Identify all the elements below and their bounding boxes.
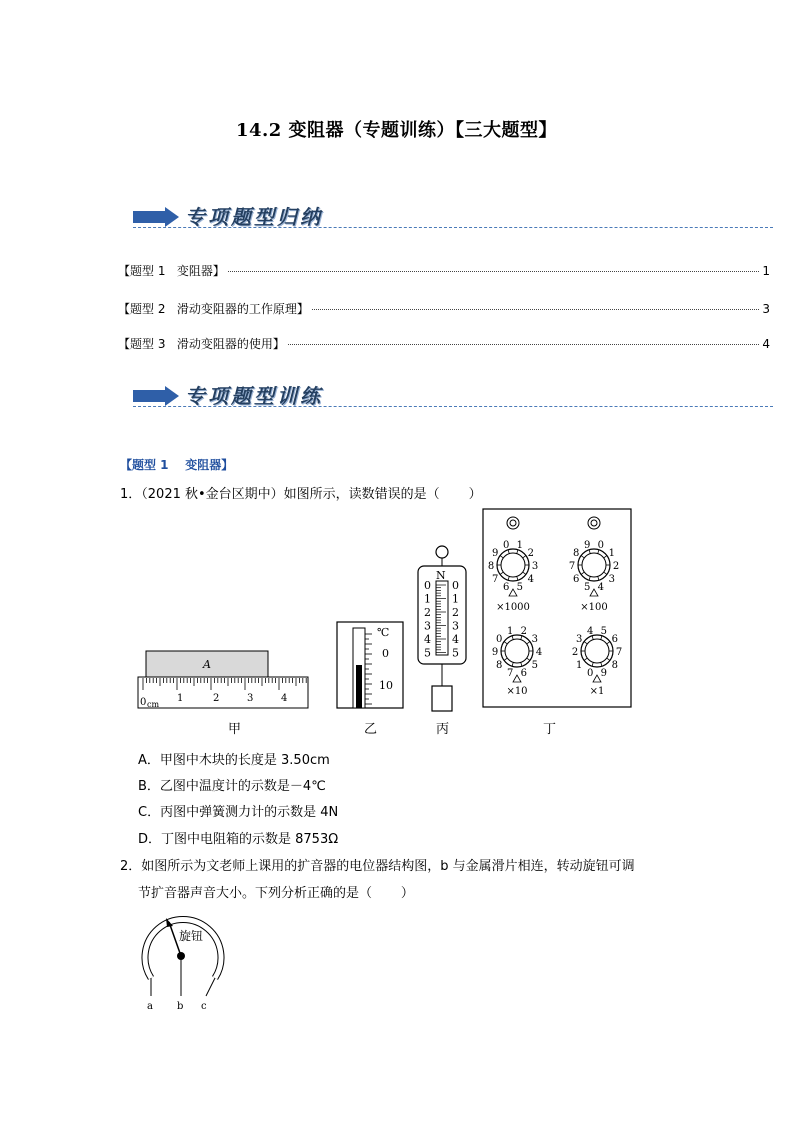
question-2-stem-line2: 节扩音器声音大小。下列分析正确的是（ ） <box>138 886 414 901</box>
section-heading: 专项题型训练 <box>185 384 323 408</box>
dial-digit: 2 <box>527 548 534 560</box>
ruler-figure <box>135 645 310 710</box>
ruler-tick-label: 4 <box>281 693 288 704</box>
figure-caption-ding: 丁 <box>543 722 557 737</box>
scale-slot <box>436 581 448 655</box>
dial-digit: 7 <box>492 573 499 585</box>
dial-digit: 5 <box>584 581 591 593</box>
spring-scale-figure <box>412 543 472 713</box>
section-header-summary <box>133 201 773 233</box>
scale-tick-label: 0 <box>424 579 431 592</box>
toc-entry-2[interactable] <box>118 300 770 317</box>
ruler-tick-label: 2 <box>213 693 220 704</box>
dial-digit: 0 <box>503 540 510 552</box>
dial-digit: 3 <box>576 634 583 646</box>
dial-digit: 7 <box>615 647 623 658</box>
option-d[interactable]: D．丁图中电阻箱的示数是 8753Ω <box>138 832 339 847</box>
dial-digit: 7 <box>568 561 576 572</box>
question-2-stem-line1: 2．如图所示为文老师上课用的扩音器的电位器结构图，b 与金属滑片相连，转动旋钮可调 <box>120 859 635 874</box>
dial-digit: 9 <box>600 667 607 679</box>
thermometer-liquid <box>356 665 362 708</box>
toc-page: 4 <box>762 337 770 351</box>
dial-digit: 0 <box>496 634 503 646</box>
scale-tick-label: 3 <box>424 619 431 633</box>
dial-digit: 5 <box>531 659 538 671</box>
dial-digit: 1 <box>576 659 583 671</box>
figure-caption-bing: 丙 <box>436 722 450 737</box>
dial-digit: 5 <box>600 626 607 638</box>
scale-tick-label: 1 <box>424 592 431 606</box>
scale-tick-label: 2 <box>452 606 459 619</box>
section-heading: 专项题型归纳 <box>185 205 323 229</box>
scale-tick-label: 4 <box>424 633 431 646</box>
potentiometer-figure <box>135 908 225 1018</box>
dial-digit: 0 <box>587 667 594 679</box>
ruler-unit: cm <box>147 700 160 709</box>
dial-digit: 4 <box>597 581 604 593</box>
dial-digit: 4 <box>527 573 534 585</box>
scale-tick-label: 5 <box>424 646 431 660</box>
toc-entry-3[interactable] <box>118 335 770 352</box>
dial-digit: 8 <box>496 659 503 671</box>
dial-digit: 9 <box>492 548 499 560</box>
scale-tick-label: 4 <box>452 633 459 646</box>
resistance-box-figure <box>482 508 632 708</box>
scale-tick-label: 1 <box>452 592 459 606</box>
thermometer-frame <box>337 622 403 708</box>
toc-page: 1 <box>762 264 770 278</box>
toc-leader <box>228 271 759 272</box>
dial-digit: 1 <box>507 626 514 638</box>
knob-label: 旋钮 <box>179 929 204 943</box>
block-label: A <box>203 658 211 671</box>
toc-leader <box>288 344 759 345</box>
dial-digit: 9 <box>491 647 499 658</box>
section-divider <box>133 406 773 407</box>
scale-weight <box>432 686 452 711</box>
ruler-tick-label: 3 <box>247 693 254 704</box>
thermometer-tick-label: 10 <box>379 679 393 692</box>
terminal-c-lead <box>206 978 215 996</box>
question-type-heading: 【题型 1 变阻器】 <box>120 458 234 472</box>
option-b[interactable]: B．乙图中温度计的示数是－4℃ <box>138 779 326 794</box>
option-c[interactable]: C．丙图中弹簧测力计的示数是 4N <box>138 805 339 820</box>
question-1-stem: 1．（2021 秋•金台区期中）如图所示，读数错误的是（ ） <box>120 487 482 502</box>
dial-digit: 1 <box>608 548 615 560</box>
dial-digit: 8 <box>573 548 580 560</box>
dial-digit: 2 <box>612 561 620 572</box>
dial-digit: 3 <box>608 573 615 585</box>
toc-label: 【题型 3 滑动变阻器的使用】 <box>118 337 285 351</box>
dial-multiplier: ×1 <box>589 686 605 697</box>
scale-tick-label: 3 <box>452 619 459 633</box>
dial-digit: 2 <box>571 647 579 658</box>
dial-digit: 4 <box>587 626 594 638</box>
dial-digit: 2 <box>520 626 527 638</box>
toc-entry-1[interactable] <box>118 262 770 279</box>
dial-digit: 6 <box>611 634 618 646</box>
ruler-tick-label: 0 <box>140 697 147 708</box>
toc-leader <box>312 309 759 310</box>
section-header-training <box>133 380 773 412</box>
dial-digit: 0 <box>597 540 604 552</box>
section-divider <box>133 227 773 228</box>
terminal-label-c: c <box>201 1001 207 1012</box>
dial-digit: 6 <box>573 573 580 585</box>
toc-page: 3 <box>762 302 770 316</box>
arrow-icon <box>133 386 179 406</box>
dial-digit: 4 <box>535 647 543 658</box>
arrow-icon <box>133 207 179 227</box>
ruler-tick-label: 1 <box>177 693 184 704</box>
dial-digit: 9 <box>584 540 591 552</box>
thermometer-tick-label: 0 <box>382 647 389 660</box>
thermometer-unit: ℃ <box>377 626 390 639</box>
scale-tick-label: 2 <box>424 606 431 619</box>
toc-label: 【题型 2 滑动变阻器的工作原理】 <box>118 302 309 316</box>
pivot-dot <box>177 952 185 960</box>
thermometer-figure <box>335 620 405 710</box>
scale-ring <box>436 546 448 558</box>
dial-multiplier: ×100 <box>580 602 608 613</box>
scale-tick-label: 5 <box>452 646 459 660</box>
dial-digit: 6 <box>503 581 510 593</box>
dial-digit: 6 <box>520 667 527 679</box>
option-a[interactable]: A．甲图中木块的长度是 3.50cm <box>138 753 330 768</box>
dial-multiplier: ×1000 <box>496 602 530 613</box>
terminal-label-b: b <box>177 1001 184 1012</box>
dial-multiplier: ×10 <box>506 686 528 697</box>
dial-digit: 3 <box>531 561 539 572</box>
terminal-label-a: a <box>147 1001 153 1012</box>
dial-digit: 8 <box>487 561 495 572</box>
figure-caption-yi: 乙 <box>364 722 378 737</box>
dial-digit: 5 <box>516 581 523 593</box>
toc-label: 【题型 1 变阻器】 <box>118 264 225 278</box>
dial-digit: 8 <box>611 659 618 671</box>
scale-unit: N <box>436 569 446 582</box>
page-title: 14.2 变阻器（专题训练）【三大题型】 <box>235 120 558 141</box>
dial-digit: 3 <box>531 634 538 646</box>
scale-tick-label: 0 <box>452 579 459 592</box>
figure-caption-jia: 甲 <box>228 722 242 737</box>
dial-digit: 1 <box>516 540 523 552</box>
dial-digit: 7 <box>507 667 514 679</box>
